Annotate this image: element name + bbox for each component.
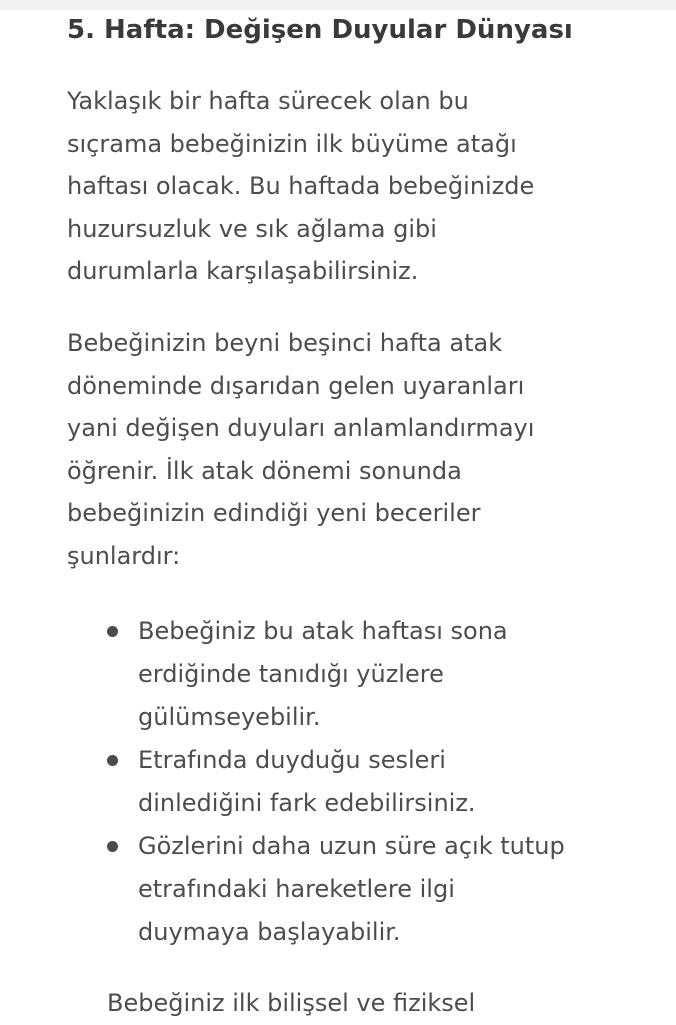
bullet-icon: [107, 841, 118, 852]
section-heading: 5. Hafta: Değişen Duyular Dünyası: [67, 15, 573, 45]
list-item-line: Bebeğiniz bu atak haftası sona: [138, 617, 508, 645]
paragraph-line: döneminde dışarıdan gelen uyaranları: [67, 371, 525, 400]
paragraph-line: haftası olacak. Bu haftada bebeğinizde: [67, 172, 535, 200]
paragraph-cognitive-partial: Bebeğiniz ilk bilişsel ve fiziksel: [107, 989, 476, 1017]
list-item-text: [138, 739, 676, 825]
list-item: [0, 825, 676, 954]
list-item: [0, 610, 676, 739]
paragraph-line: şunlardır:: [67, 541, 181, 570]
skills-list: [0, 610, 676, 954]
list-item-line: Gözlerini daha uzun süre açık tutup: [138, 832, 565, 860]
list-item-line: Etrafında duyduğu sesleri: [138, 746, 446, 774]
paragraph-line: durumlarla karşılaşabilirsiniz.: [67, 257, 419, 285]
paragraph-line: öğrenir. İlk atak dönemi sonunda: [67, 456, 462, 485]
paragraph-line: huzursuzluk ve sık ağlama gibi: [67, 214, 437, 243]
paragraph-intro: [67, 80, 627, 293]
bullet-icon: [107, 755, 118, 766]
list-item-line: erdiğinde tanıdığı yüzlere: [138, 660, 444, 688]
top-divider: [0, 0, 676, 10]
list-item-line: gülümseyebilir.: [138, 703, 321, 731]
paragraph-skills-intro: [67, 322, 627, 577]
list-item-line: etrafındaki hareketlere ilgi: [138, 875, 455, 903]
paragraph-line: yani değişen duyuları anlamlandırmayı: [67, 414, 535, 442]
paragraph-line: Yaklaşık bir hafta sürecek olan bu: [67, 87, 469, 115]
list-item-line: dinlediğini fark edebilirsiniz.: [138, 789, 476, 817]
list-item-text: [138, 610, 676, 739]
paragraph-line: sıçrama bebeğinizin ilk büyüme atağı: [67, 129, 517, 158]
bullet-icon: [107, 626, 118, 637]
paragraph-line: Bebeğinizin beyni beşinci hafta atak: [67, 329, 503, 357]
list-item-line: duymaya başlayabilir.: [138, 918, 401, 946]
list-item-text: [138, 825, 676, 954]
paragraph-line: bebeğinizin edindiği yeni beceriler: [67, 499, 481, 527]
list-item: [0, 739, 676, 825]
